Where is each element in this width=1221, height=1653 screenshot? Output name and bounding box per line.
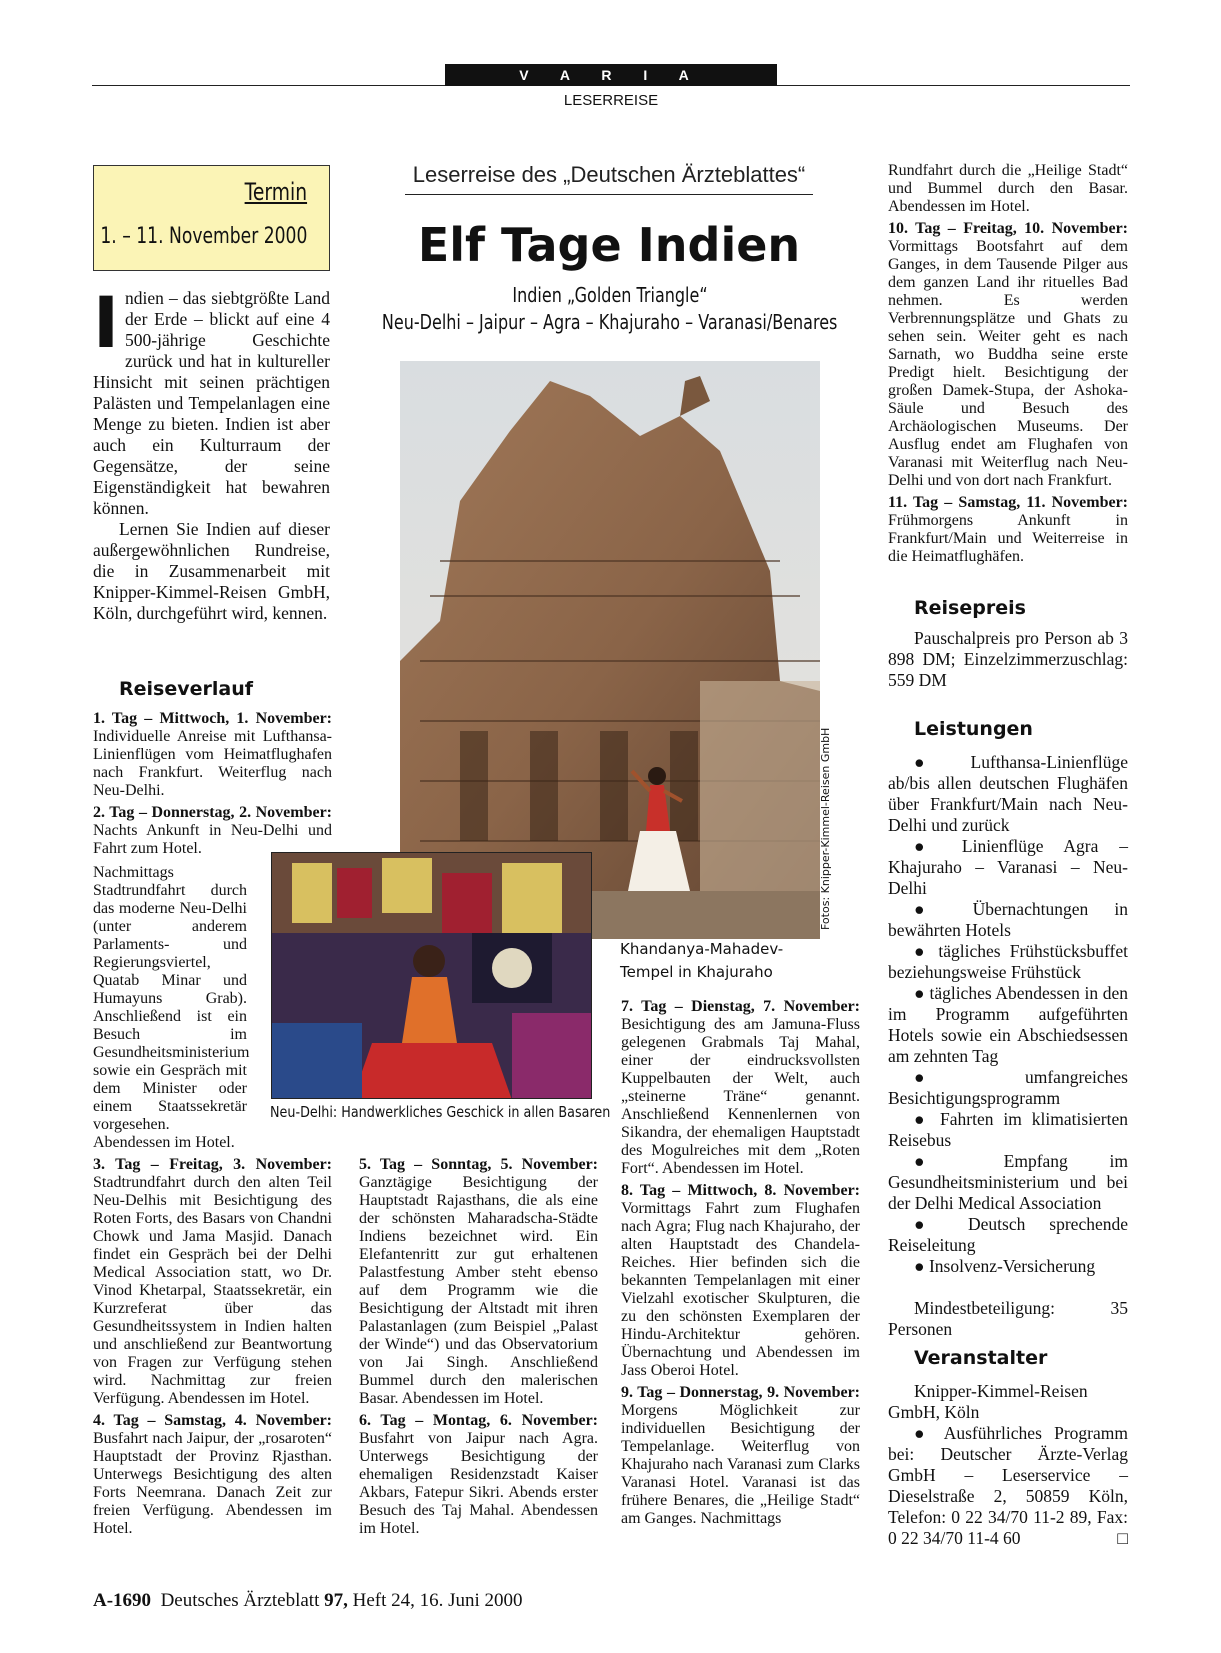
intro-text [93,282,330,624]
bullet-icon: ● [914,983,930,1003]
bullet-icon: ● [914,1067,1025,1087]
leistung-item [888,941,1128,983]
day11-head: 11. Tag – Samstag, 11. November: [888,494,1128,511]
day2-text-b: Nachmittags Stadtrundfahrt durch das moderne Neu-Delhi (unter anderem Parlaments- und Regierungsviertel, Quatab Minar und Humayuns Grab). Anschließend ist ein Besuch im Gesundheitsministerium sowie ein Gespräch mit dem Minister oder einem Staatssekretär vorgesehen. Abendessen im Hotel. [93,864,250,1151]
leistung-text: Lufthansa-Linienflüge ab/bis allen deutschen Flughäfen über Frankfurt/Main nach Neu-Delhi und zurück [888,752,1128,835]
section-label: V A R I A [445,64,777,86]
photo-credit: Fotos: Knipper-Kimmel-Reisen GmbH [819,727,832,930]
bullet-icon: ● [914,1256,929,1276]
days-1-2 [93,710,332,858]
day11-text: Frühmorgens Ankunft in Frankfurt/Main und Weiterreise in die Heimatflughäfen. [888,512,1128,565]
day4-text: Busfahrt nach Jaipur, der „rosaroten“ Hauptstadt der Provinz Rjasthan. Unterwegs Besichtigung des alten Forts Neemrana. Danach Zeit zur freien Verfügung. Abendessen im Hotel. [93,1430,332,1537]
bullet-icon: ● [914,752,971,772]
day7-head: 7. Tag – Dienstag, 7. November: [621,998,860,1015]
leistung-item [888,1151,1128,1214]
leistung-text: tägliches Frühstücksbuffet beziehungsweise Frühstück [888,941,1128,982]
veranstalter-name: Knipper-Kimmel-Reisen GmbH, Köln [888,1381,1088,1422]
bullet-icon: ● [914,899,973,919]
leistung-item [888,899,1128,941]
day1-head: 1. Tag – Mittwoch, 1. November: [93,710,332,727]
day2-narrow [93,864,250,1152]
headline: Elf Tage Indien [417,218,801,272]
subtitle-2: Neu-Delhi – Jaipur – Agra – Khajuraho – Varanasi/Benares [382,310,838,334]
leistung-text: Deutsch sprechende Reiseleitung [888,1214,1128,1255]
subtitle-1: Indien „Golden Triangle“ [512,283,708,307]
veranstalter-text: Knipper-Kimmel-Reisen GmbH, Köln ● Ausführliches Programm bei: Deutscher Ärzte-Verlag GmbH – Leserservice – Dieselstraße 2, 50859 Köln, Telefon: 0 22 34/70 11-2 89, Fax: 0 22 34/70 11-4 60 □ [888,1381,1128,1548]
leistung-text: umfangreiches Besichtigungsprogramm [888,1067,1128,1108]
dropcap: I [93,282,120,364]
day1-text: Individuelle Anreise mit Lufthansa-Linienflügen vom Heimatflughafen nach Frankfurt. Weiterflug nach Neu-Delhi. [93,728,332,799]
day3-text: Stadtrundfahrt durch den alten Teil Neu-Delhis mit Besichtigung des Roten Forts, des Basars von Chandni Chowk und Jama Masjid. Danach findet ein Gespräch bei der Delhi Medical Association statt, wo Dr. Vinod Khetarpal, Staatssekretär, ein Kurzreferat über das Gesundheitssystem in Indien halten und anschließend zur Beantwortung von Fragen zur Verfügung stehen wird. Nachmittag zur freien Verfügung. Abendessen im Hotel. [93,1174,332,1407]
footer-issue: Heft 24, 16. Juni 2000 [352,1590,523,1611]
leistung-item [888,752,1128,836]
footer-volume: 97, [324,1590,348,1611]
leistung-item [888,1256,1128,1277]
end-mark: □ [1117,1528,1128,1548]
minimum-text: Mindestbeteiligung: 35 Personen [888,1298,1128,1339]
leistungen-heading: Leistungen [914,718,1033,740]
days-9-11 [888,162,1128,566]
footer [93,1590,523,1612]
bullet-icon: ● [914,1109,941,1129]
veranstalter-program: Ausführliches Programm bei: Deutscher Ärzte-Verlag GmbH – Leserservice – Dieselstraße 2, 50859 Köln, Telefon: 0 22 34/70 11-2 89, Fax: 0 22 34/70 11-4 60 [888,1423,1128,1548]
day3-head: 3. Tag – Freitag, 3. November: [93,1156,332,1173]
bullet-icon: ● [914,941,939,961]
leistung-text: tägliches Abendessen in den im Programm aufgeführten Hotels sowie ein Abschiedsessen am zehnten Tag [888,983,1128,1066]
days-5-6 [359,1156,598,1538]
reiseverlauf-heading: Reiseverlauf [119,678,253,700]
subsection-label: LESERREISE [563,92,659,109]
days-3-4 [93,1156,332,1538]
day7-text: Besichtigung des am Jamuna-Fluss gelegenen Grabmals Taj Mahal, einer der eindrucksvollsten Kuppelbauten der Welt, auch „steinerne Träne“ genannt. Anschließend Kennenlernen von Sikandra, der ehemaligen Hauptstadt des Mogulreiches mit dem „Roten Fort“. Abendessen im Hotel. [621,1016,860,1177]
day4-head: 4. Tag – Samstag, 4. November: [93,1412,332,1429]
leistungen-items [888,752,1128,1277]
footer-page: A-1690 [93,1590,152,1611]
day9-head: 9. Tag – Donnerstag, 9. November: [621,1384,860,1401]
day8-head: 8. Tag – Mittwoch, 8. November: [621,1182,860,1199]
termin-title: Termin [244,178,307,206]
leistung-item [888,1067,1128,1109]
kicker: Leserreise des „Deutschen Ärzteblattes“ [405,162,813,195]
day5-head: 5. Tag – Sonntag, 5. November: [359,1156,598,1173]
leistung-item [888,983,1128,1067]
leistung-item [888,1214,1128,1256]
days-7-9 [621,998,860,1528]
leistung-text: Übernachtungen in bewährten Hotels [888,899,1128,940]
leistung-text: Linienflüge Agra – Khajuraho – Varanasi – Neu-Delhi [888,836,1128,898]
temple-caption: Khandanya-Mahadev-Tempel in Khajuraho [620,940,784,981]
day9-text: Morgens Möglichkeit zur individuellen Besichtigung der Tempelanlage. Weiterflug von Khajuraho nach Varanasi zum Clarks Varanasi Hotel. Varanasi ist das frühere Benares, die „Heilige Stadt“ am Ganges. Nachmittags [621,1402,860,1527]
leistung-text: Empfang im Gesundheitsministerium und bei der Delhi Medical Association [888,1151,1129,1213]
leistung-item [888,836,1128,899]
bullet-icon: ● [914,1151,1004,1171]
bazaar-caption: Neu-Delhi: Handwerkliches Geschick in allen Basaren [270,1103,611,1121]
leistung-item [888,1109,1128,1151]
leistung-text: Insolvenz-Versicherung [928,1256,1096,1276]
bazaar-photo [271,852,592,1099]
bullet-icon: ● [914,836,962,856]
footer-journal: Deutsches Ärzteblatt [160,1590,320,1611]
day6-text: Busfahrt von Jaipur nach Agra. Unterwegs Besichtigung der ehemaligen Residenzstadt Kaiser Akbars, Fatepur Sikri. Abends erster Besuch des Taj Mahal. Abendessen im Hotel. [359,1430,598,1537]
day9-cont: Rundfahrt durch die „Heilige Stadt“ und Bummel durch den Basar. Abendessen im Hotel. [888,162,1128,215]
day10-text: Vormittags Bootsfahrt auf dem Ganges, in dem Tausende Pilger aus dem ganzen Land ihr rituelles Bad nehmen. Es werden Verbrennungsplätze und Ghats zu sehen sein. Weiter geht es nach Sarnath, wo Buddha seine erste Predigt hielt. Besichtigung der großen Damek-Stupa, der Ashoka-Säule und Besuch des Archäologischen Museums. Der Ausflug endet am Flughafen von Varanasi mit Weiterflug nach Neu-Delhi und von dort nach Frankfurt. [888,238,1128,489]
day6-head: 6. Tag – Montag, 6. November: [359,1412,598,1429]
day5-text: Ganztägige Besichtigung der Hauptstadt Rajasthans, die als eine der schönsten Maharadscha-Städte Indiens bezeichnet wird. Ein Elefantenritt zur gut erhaltenen Palastfestung Amber steht ebenso auf dem Programm wie die Besichtigung der Altstadt mit ihren Palastanlagen (zum Beispiel „Palast der Winde“) und das Observatorium von Jai Singh. Anschließend Bummel durch den malerischen Basar. Abendessen im Hotel. [359,1174,598,1407]
termin-date: 1. – 11. November 2000 [99,224,307,249]
intro-p2: Lernen Sie Indien auf dieser außergewöhnlichen Rundreise, die in Zusammenarbeit mit Knipper-Kimmel-Reisen GmbH, Köln, durchgeführt wird, kennen. [93,519,330,623]
day10-head: 10. Tag – Freitag, 10. November: [888,220,1128,237]
reisepreis-text: Pauschalpreis pro Person ab 3 898 DM; Einzelzimmerzuschlag: 559 DM [888,628,1128,690]
day8-text: Vormittags Fahrt zum Flughafen nach Agra; Flug nach Khajuraho, der alten Hauptstadt des Chandela-Reiches. Hier befinden sich die bekannten Tempelanlagen mit einer Vielzahl exotischer Skulpturen, die zu den schönsten Exemplaren der Hindu-Architektur gehören. Übernachtung und Abendessen im Jass Oberoi Hotel. [621,1200,860,1379]
leistung-text: Fahrten im klimatisierten Reisebus [888,1109,1128,1150]
bullet-icon: ● [914,1214,969,1234]
termin-box [93,165,330,271]
intro-p1: ndien – das siebtgrößte Land der Erde – blickt auf eine 4 500-jährige Geschichte zurück und hat in kultureller Hinsicht mit seinen prächtigen Palästen und Tempelanlagen eine Menge zu bieten. Indien ist aber auch ein Kulturraum der Gegensätze, der seine Eigenständigkeit hat bewahren können. [93,288,330,518]
veranstalter-heading: Veranstalter [914,1347,1048,1369]
day2-text-a: Nachts Ankunft in Neu-Delhi und Fahrt zum Hotel. [93,822,332,857]
reisepreis-heading: Reisepreis [914,597,1026,619]
day2-head: 2. Tag – Donnerstag, 2. November: [93,804,332,821]
leistungen-list [888,752,1128,1340]
